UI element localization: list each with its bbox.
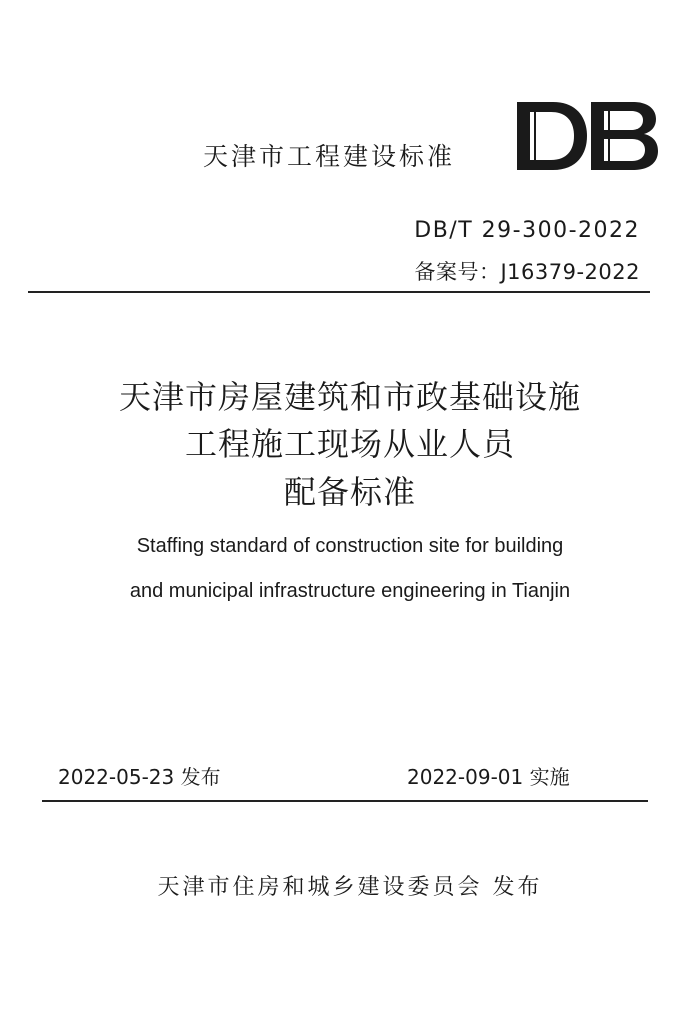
- issuing-authority: 天津市住房和城乡建设委员会 发布: [157, 875, 543, 900]
- standard-number: DB/T 29-300-2022: [414, 218, 640, 243]
- top-divider: [28, 291, 650, 293]
- bottom-divider: [42, 800, 648, 802]
- standard-series-label: 天津市工程建设标准: [203, 142, 456, 171]
- title-cn-line-3: 配备标准: [283, 473, 416, 511]
- title-en-line-2: and municipal infrastructure engineering in Tianjin: [129, 580, 571, 602]
- title-en-line-1: Staffing standard of construction site for building: [136, 535, 564, 557]
- publish-date: 2022-05-23 发布: [58, 765, 221, 789]
- db-logo: [515, 100, 660, 172]
- title-cn-line-1: 天津市房屋建筑和市政基础设施: [118, 378, 581, 416]
- record-number: 备案号：J16379-2022: [414, 260, 640, 284]
- db-logo-icon: [515, 100, 660, 172]
- title-cn-line-2: 工程施工现场从业人员: [184, 425, 515, 463]
- implementation-date: 2022-09-01 实施: [407, 765, 570, 789]
